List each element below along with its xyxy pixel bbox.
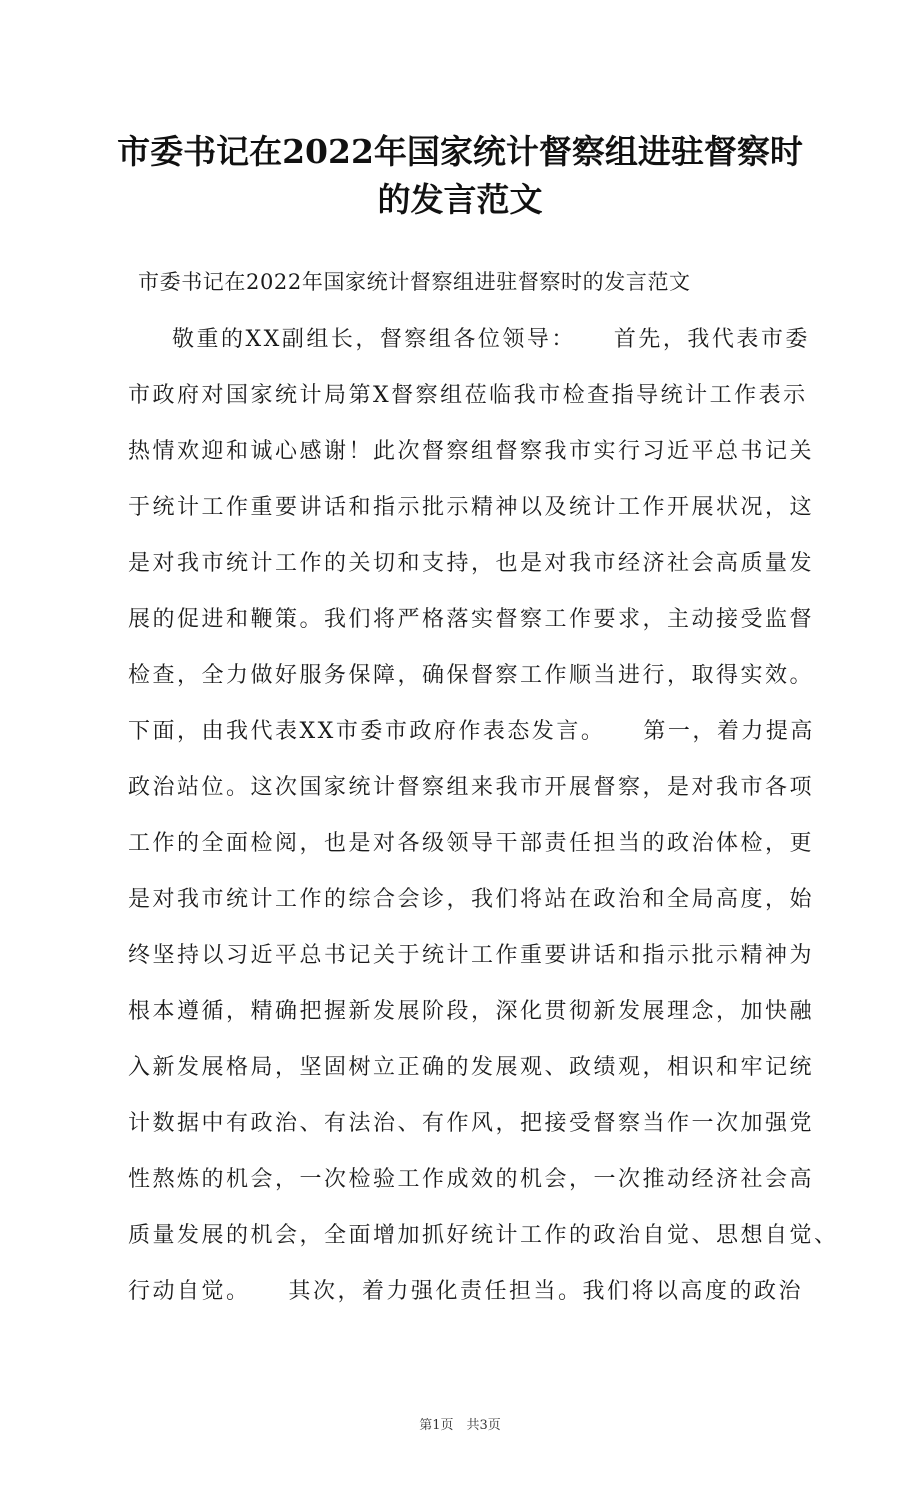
body-line: 检查，全力做好服务保障，确保督察工作顺当进行，取得实效。: [128, 663, 815, 688]
body-line: 于统计工作重要讲话和指示批示精神以及统计工作开展状况，这: [128, 495, 815, 520]
title-line: 的发言范文: [377, 180, 543, 219]
body-line: 展的促进和鞭策。我们将严格落实督察工作要求，主动接受监督: [128, 607, 815, 632]
page-footer: 第1页 共3页: [419, 1418, 501, 1433]
document-body: [128, 262, 839, 1328]
body-line: 市政府对国家统计局第X督察组莅临我市检查指导统计工作表示: [128, 383, 808, 408]
body-line: 入新发展格局，坚固树立正确的发展观、政绩观，相识和牢记统: [128, 1055, 815, 1080]
body-line: 工作的全面检阅，也是对各级领导干部责任担当的政治体检，更: [128, 831, 815, 856]
body-line: 质量发展的机会，全面增加抓好统计工作的政治自觉、思想自觉、: [128, 1223, 839, 1248]
body-line: 计数据中有政治、有法治、有作风，把接受督察当作一次加强党: [128, 1111, 815, 1136]
body-line: 敬重的XX副组长，督察组各位领导： 首先，我代表市委: [172, 327, 810, 352]
body-line: 市委书记在2022年国家统计督察组进驻督察时的发言范文: [138, 270, 691, 294]
body-line: 是对我市统计工作的关切和支持，也是对我市经济社会高质量发: [128, 551, 815, 576]
body-line: 下面，由我代表XX市委市政府作表态发言。 第一，着力提高: [128, 719, 815, 744]
title-line: 市委书记在2022年国家统计督察组进驻督察时: [117, 132, 803, 171]
body-line: 热情欢迎和诚心感谢！此次督察组督察我市实行习近平总书记关: [128, 439, 815, 464]
body-line: 终坚持以习近平总书记关于统计工作重要讲话和指示批示精神为: [128, 943, 815, 968]
body-line: 行动自觉。 其次，着力强化责任担当。我们将以高度的政治: [128, 1279, 804, 1304]
body-line: 根本遵循，精确把握新发展阶段，深化贯彻新发展理念，加快融: [128, 999, 815, 1024]
document-title: [60, 128, 860, 224]
body-line: 是对我市统计工作的综合会诊，我们将站在政治和全局高度，始: [128, 887, 815, 912]
body-line: 性熬炼的机会，一次检验工作成效的机会，一次推动经济社会高: [128, 1167, 815, 1192]
body-line: 政治站位。这次国家统计督察组来我市开展督察，是对我市各项: [128, 775, 815, 800]
